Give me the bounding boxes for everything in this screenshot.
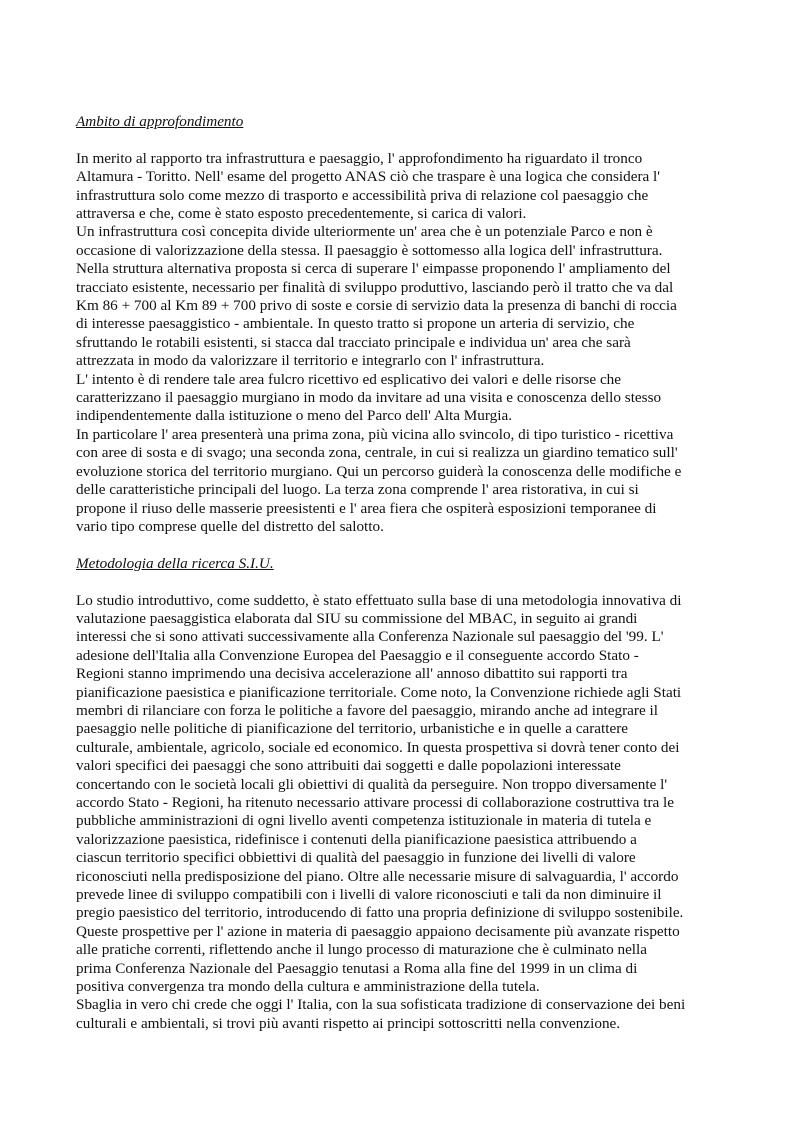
text-line: Lo studio introduttivo, come suddetto, è stato effettuato sulla base di una metodologia innovativa di	[76, 591, 682, 609]
paragraph-ambito	[76, 150, 718, 537]
text-line: concertando con le società locali gli obiettivi di qualità da perseguire. Non troppo diversamente l'	[76, 775, 668, 793]
text-line: positiva convergenza tra mondo della cultura e amministrazione della tutela.	[76, 978, 540, 996]
text-line: Km 86 + 700 al Km 89 + 700 privo di soste e corsie di servizio data la presenza di banchi di roccia	[76, 297, 677, 315]
text-line: Un infrastruttura così concepita divide ulteriormente un' area che è un potenziale Parco e non è	[76, 223, 653, 241]
text-line: In merito al rapporto tra infrastruttura e paesaggio, l' approfondimento ha riguardato il tronco	[76, 149, 643, 167]
document-page	[76, 113, 718, 1033]
text-line: valutazione paesaggistica elaborata dal SIU su commissione del MBAC, in seguito ai grandi	[76, 609, 638, 627]
text-line: interessi che si sono attivati successivamente alla Conferenza Nazionale sul paesaggio del '99. L'	[76, 628, 664, 646]
text-line: pregio paesistico del territorio, introducendo di fatto una propria definizione di sviluppo sostenibile.	[76, 904, 684, 922]
text-line: evoluzione storica del territorio murgiano. Qui un percorso guiderà la conoscenza delle modifiche e	[76, 462, 682, 480]
text-line: delle caratteristiche principali del luogo. La terza zona comprende l' area ristorativa, in cui si	[76, 481, 639, 499]
text-line: adesione dell'Italia alla Convenzione Europea del Paesaggio e il conseguente accordo Stato -	[76, 646, 639, 664]
text-line: Altamura - Toritto. Nell' esame del progetto ANAS ciò che traspare è una logica che considera l'	[76, 168, 661, 186]
text-line: Sbaglia in vero chi crede che oggi l' Italia, con la sua sofisticata tradizione di conservazione dei beni	[76, 996, 686, 1014]
text-line: occasione di valorizzazione della stessa. Il paesaggio è sottomesso alla logica dell' infrastruttura.	[76, 241, 663, 259]
text-line: vario tipo comprese quelle del distretto del salotto.	[76, 517, 384, 535]
text-line: caratterizzano il paesaggio murgiano in modo da invitare ad una visita e conoscenza dello stesso	[76, 389, 662, 407]
text-line: sfruttando le rotabili esistenti, si stacca dal tracciato principale e individua un' area che sarà	[76, 333, 631, 351]
text-line: Queste prospettive per l' azione in materia di paesaggio appaiono decisamente più avanzate rispetto	[76, 922, 680, 940]
text-line: con aree di sosta e di svago; una seconda zona, centrale, in cui si realizza un giardino tematico sull'	[76, 444, 678, 462]
text-line: paesaggio nelle politiche di pianificazione del territorio, urbanistiche e in quelle a carattere	[76, 720, 628, 738]
text-line: membri di rilanciare con forza le politiche a favore del paesaggio, mirando anche ad integrare il	[76, 701, 658, 719]
paragraph-metodologia	[76, 592, 718, 1034]
text-line: alle pratiche correnti, riflettendo anche il lungo processo di maturazione che è culminato nella	[76, 941, 647, 959]
text-line: prevede linee di sviluppo compatibili con i livelli di valore riconosciuti e tali da non diminuire il	[76, 886, 662, 904]
text-line: attrezzata in modo da valorizzare il territorio e integrarlo con l' infrastruttura.	[76, 352, 545, 370]
text-line: riconosciuti nella predisposizione del piano. Oltre alle necessarie misure di salvaguardia, l' accordo	[76, 867, 679, 885]
text-line: In particolare l' area presenterà una prima zona, più vicina allo svincolo, di tipo turistico - ricettiva	[76, 425, 674, 443]
section-heading-metodologia: Metodologia della ricerca S.I.U.	[76, 554, 274, 572]
text-line: culturali e ambientali, si trovi più avanti rispetto ai principi sottoscritti nella convenzione.	[76, 1014, 621, 1032]
text-line: prima Conferenza Nazionale del Paesaggio tenutasi a Roma alla fine del 1999 in un clima di	[76, 959, 638, 977]
text-line: infrastruttura solo come mezzo di trasporto e accessibilità priva di relazione col paesaggio che	[76, 186, 649, 204]
text-line: attraversa e che, come è stato esposto precedentemente, si carica di valori.	[76, 205, 527, 223]
text-line: pubbliche amministrazioni di ogni livello aventi competenza istituzionale in materia di tutela e	[76, 812, 652, 830]
spacer	[76, 573, 718, 591]
text-line: culturale, ambientale, agricolo, sociale ed economico. In questa prospettiva si dovrà tener conto dei	[76, 738, 680, 756]
text-line: valori specifici dei paesaggi che sono attribuiti dai soggetti e dalle popolazioni interessate	[76, 757, 621, 775]
text-line: di interesse paesaggistico - ambientale. In questo tratto si propone un arteria di servizio, che	[76, 315, 635, 333]
text-line: Regioni stanno imprimendo una decisiva accelerazione all' annoso dibattito sui rapporti tra	[76, 665, 628, 683]
text-line: L' intento è di rendere tale area fulcro ricettivo ed esplicativo dei valori e delle risorse che	[76, 370, 622, 388]
text-line: pianificazione paesistica e pianificazione territoriale. Come noto, la Convenzione richiede agli Stati	[76, 683, 682, 701]
spacer	[76, 131, 718, 149]
text-line: indipendentemente dalla istituzione o meno del Parco dell' Alta Murgia.	[76, 407, 513, 425]
text-line: ciascun territorio specifici obbiettivi di qualità del paesaggio in funzione dei livelli di valore	[76, 849, 636, 867]
text-line: Nella struttura alternativa proposta si cerca di superare l' eimpasse proponendo l' ampliamento del	[76, 260, 671, 278]
section-heading-ambito: Ambito di approfondimento	[76, 113, 244, 130]
spacer	[76, 536, 718, 554]
text-line: valorizzazione paesistica, ridefinisce i contenuti della pianificazione paesistica attribuendo a	[76, 830, 637, 848]
text-line: accordo Stato - Regioni, ha ritenuto necessario attivare processi di collaborazione costruttiva tra le	[76, 793, 675, 811]
text-line: tracciato esistente, necessario per finalità di sviluppo produttivo, lasciando però il tratto che va dal	[76, 278, 674, 296]
text-line: propone il riuso delle masserie preesistenti e l' area fiera che ospiterà esposizioni temporanee di	[76, 499, 657, 517]
